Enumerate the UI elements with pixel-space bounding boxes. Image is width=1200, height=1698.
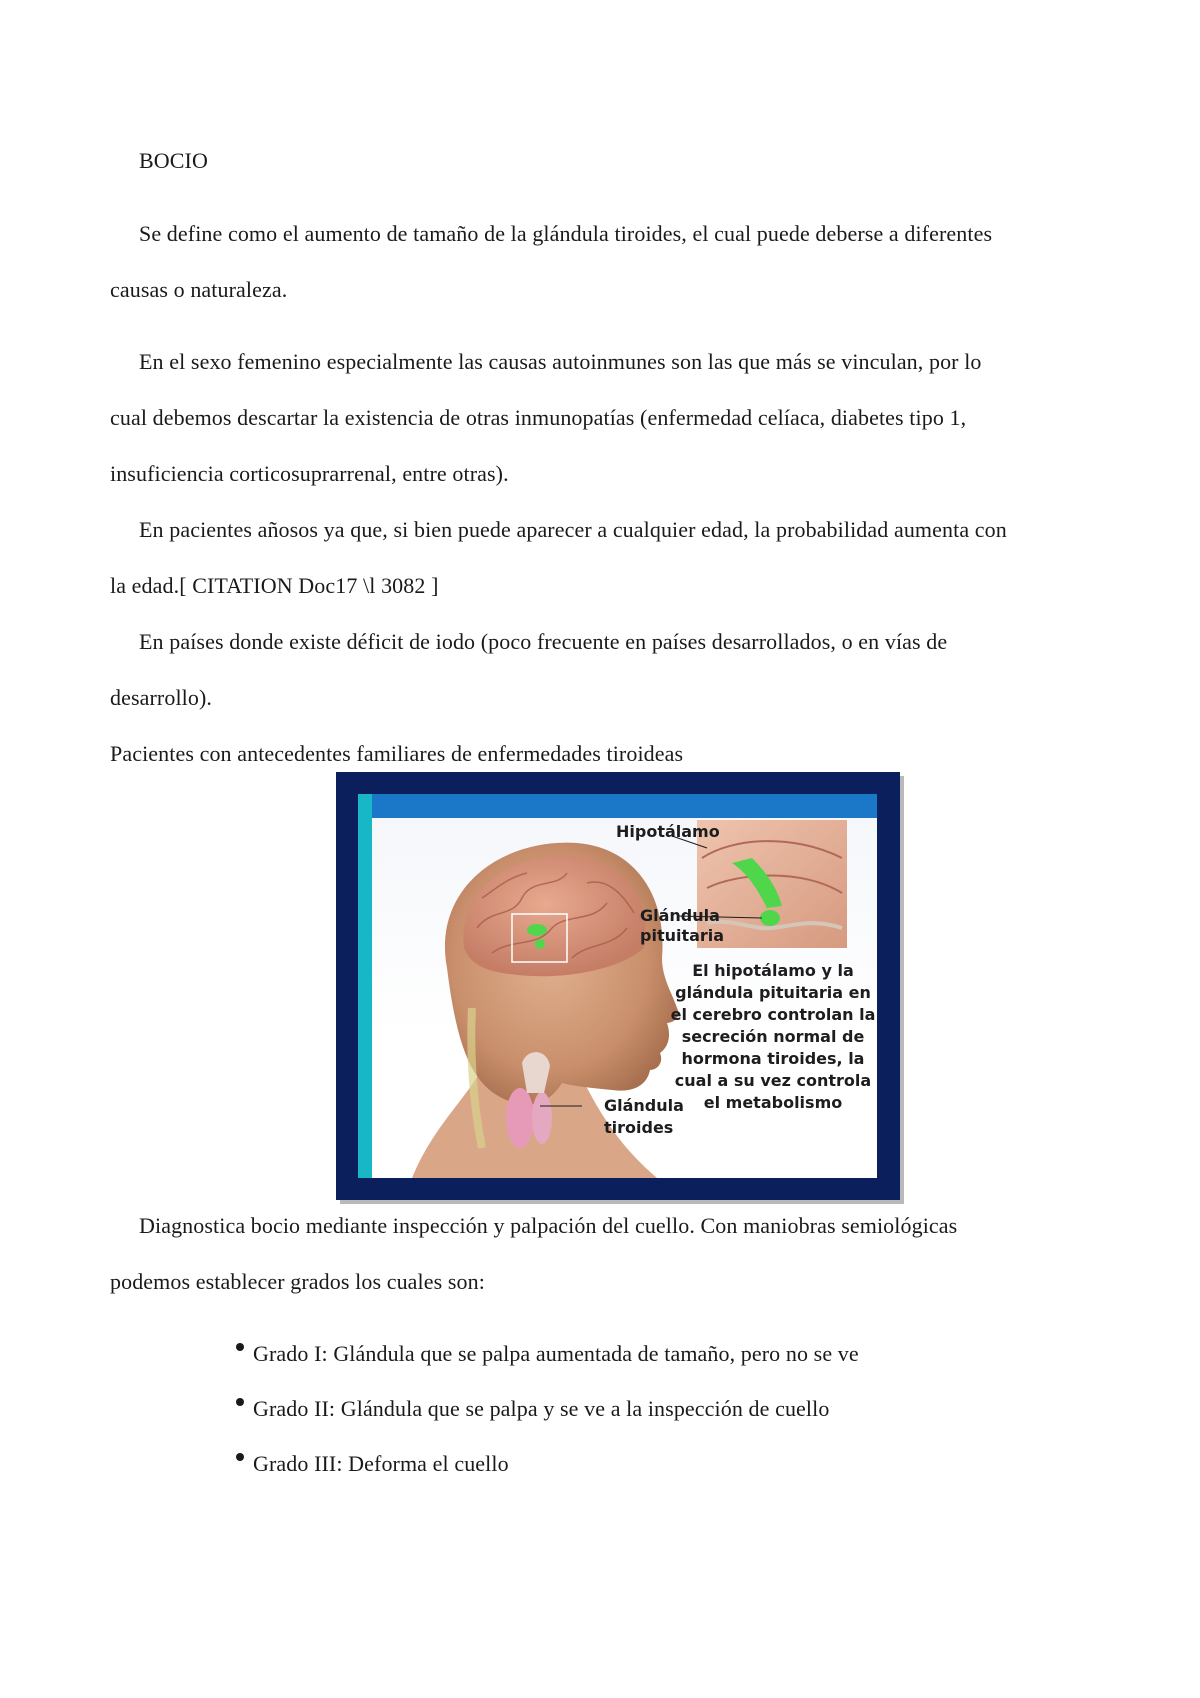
hypothalamus-pituitary-thyroid-figure xyxy=(336,772,900,1200)
bullet-icon xyxy=(236,1453,244,1461)
paragraph-female-line-3: insuficiencia corticosuprarrenal, entre otras). xyxy=(110,461,509,486)
caption-line: glándula pituitaria en xyxy=(675,983,871,1002)
figure-caption xyxy=(668,960,877,1114)
figure-top-bar xyxy=(358,794,877,818)
thyroid-right-lobe xyxy=(532,1092,552,1144)
caption-line: secreción normal de xyxy=(681,1027,865,1046)
paragraph-age-line-1: En pacientes añosos ya que, si bien puede aparecer a cualquier edad, la probabilidad aumenta con xyxy=(139,517,1007,542)
label-pituitaria-1: Glándula xyxy=(640,906,720,925)
grade-ii: Grado II: Glándula que se palpa y se ve a la inspección de cuello xyxy=(253,1396,830,1421)
inset-pituitary xyxy=(760,910,780,926)
heading-bocio: BOCIO xyxy=(139,148,208,173)
figure-left-bar xyxy=(358,794,372,1178)
label-tiroides-2: tiroides xyxy=(604,1118,674,1137)
paragraph-diagnosis-line-1: Diagnostica bocio mediante inspección y palpación del cuello. Con maniobras semiológicas xyxy=(139,1213,958,1238)
label-pituitaria-2: pituitaria xyxy=(640,926,725,945)
caption-line: el cerebro controlan la xyxy=(670,1005,876,1024)
paragraph-definition-line-1: Se define como el aumento de tamaño de la glándula tiroides, el cual puede deberse a diferentes xyxy=(139,221,993,246)
label-tiroides-1: Glándula xyxy=(604,1096,684,1115)
grade-iii: Grado III: Deforma el cuello xyxy=(253,1451,509,1476)
hypothalamus-highlight xyxy=(527,924,547,936)
label-hipotalamo: Hipotálamo xyxy=(616,822,720,841)
paragraph-female-line-2: cual debemos descartar la existencia de otras inmunopatías (enfermedad celíaca, diabetes tipo 1, xyxy=(110,405,967,430)
caption-line: cual a su vez controla xyxy=(674,1071,872,1090)
figure-panel xyxy=(372,818,877,1178)
bullet-icon xyxy=(236,1398,244,1406)
paragraph-iodine-line-1: En países donde existe déficit de iodo (poco frecuente en países desarrollados, o en vías de xyxy=(139,629,948,654)
grade-i: Grado I: Glándula que se palpa aumentada de tamaño, pero no se ve xyxy=(253,1341,859,1366)
paragraph-female-line-1: En el sexo femenino especialmente las causas autoinmunes son las que más se vinculan, por lo xyxy=(139,349,982,374)
paragraph-iodine-line-2: desarrollo). xyxy=(110,685,212,710)
paragraph-diagnosis-line-2: podemos establecer grados los cuales son: xyxy=(110,1269,485,1294)
paragraph-family-history: Pacientes con antecedentes familiares de enfermedades tiroideas xyxy=(110,741,684,766)
thyroid-left-lobe xyxy=(506,1088,534,1148)
paragraph-definition-line-2: causas o naturaleza. xyxy=(110,277,288,302)
paragraph-age-line-2: la edad.[ CITATION Doc17 \l 3082 ] xyxy=(110,573,439,598)
pituitary-highlight xyxy=(535,939,545,949)
caption-line: hormona tiroides, la xyxy=(681,1049,865,1068)
bullet-icon xyxy=(236,1343,244,1351)
caption-line: El hipotálamo y la xyxy=(692,961,854,980)
caption-line: el metabolismo xyxy=(703,1093,843,1112)
